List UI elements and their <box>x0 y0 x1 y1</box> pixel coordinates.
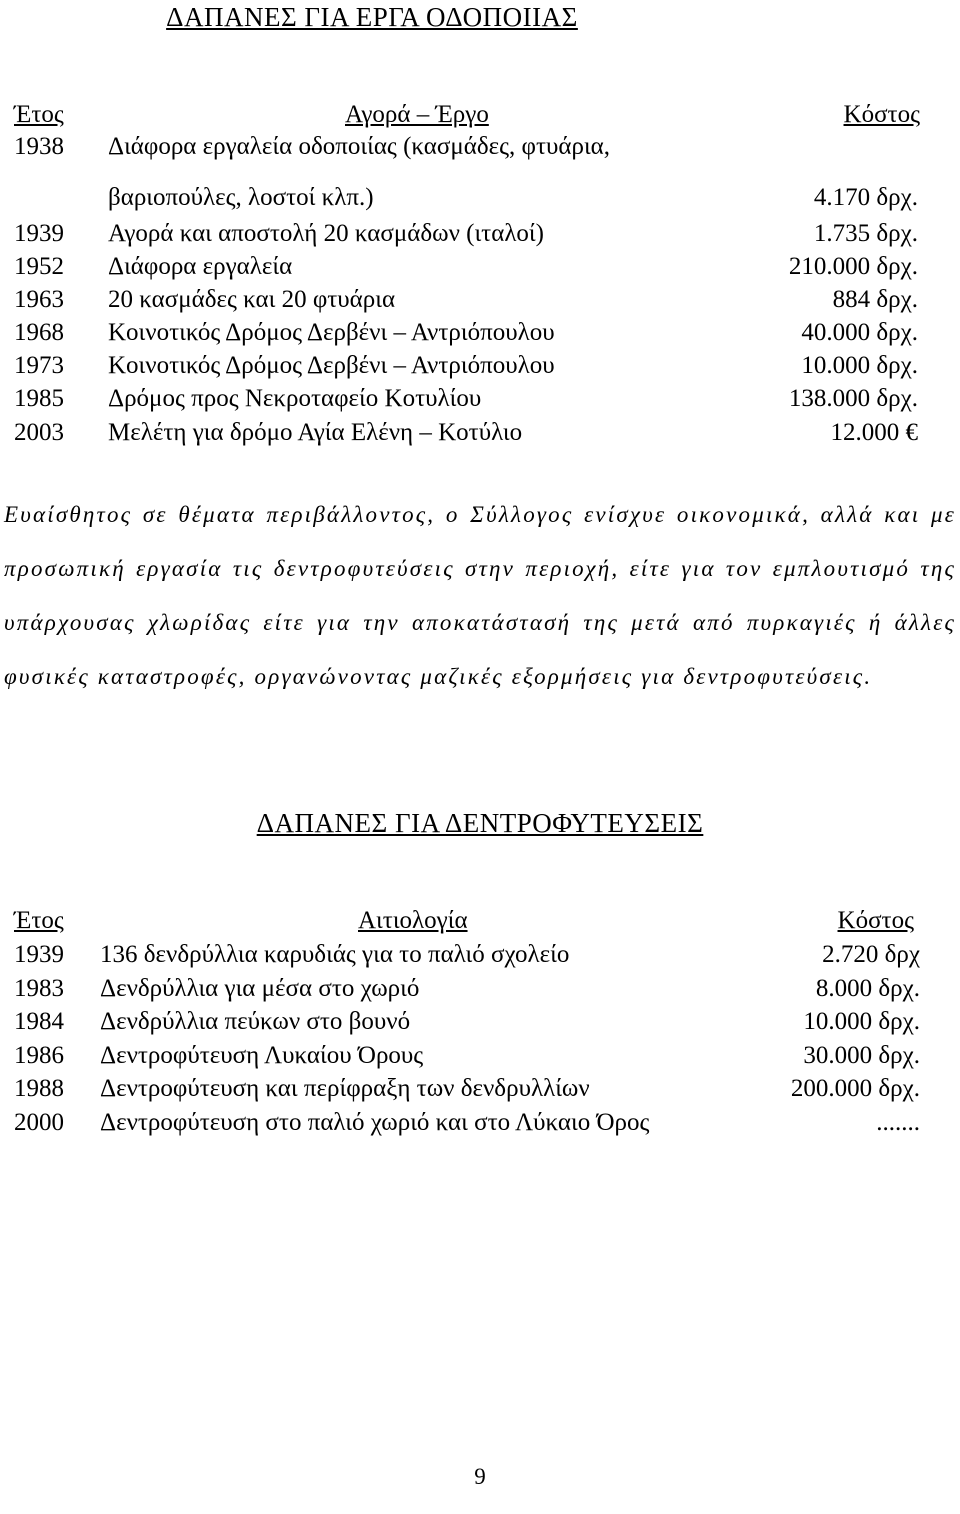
row-desc: Δεντροφύτευση και περίφραξη των δενδρυλλίων <box>100 1075 590 1102</box>
table-row <box>0 350 960 382</box>
roads-section-title: ΔΑΠΑΝΕΣ ΓΙΑ ΕΡΓΑ ΟΔΟΠΟΙΙΑΣ <box>166 2 578 32</box>
header-cost: Κόστος <box>843 101 920 128</box>
row-desc: Δενδρύλλια για μέσα στο χωριό <box>100 975 420 1002</box>
row-year: 1939 <box>14 941 64 968</box>
row-desc: Δρόμος προς Νεκροταφείο Κοτυλίου <box>108 385 482 412</box>
row-desc: Διάφορα εργαλεία οδοποιίας (κασμάδες, φτυάρια, <box>108 133 611 160</box>
row-cost: 138.000 δρχ. <box>788 385 918 412</box>
header-cost: Κόστος <box>837 907 914 934</box>
row-year: 1988 <box>14 1075 64 1102</box>
table-row <box>0 383 960 415</box>
row-year: 1973 <box>14 352 64 379</box>
row-year: 1963 <box>14 286 64 313</box>
table-row <box>0 1006 960 1038</box>
row-desc: Δεντροφύτευση στο παλιό χωριό και στο Λύκαιο Όρος <box>100 1109 650 1136</box>
row-desc: Δενδρύλλια πεύκων στο βουνό <box>100 1008 411 1035</box>
row-desc: βαριοπούλες, λοστοί κλπ.) <box>108 184 374 211</box>
row-desc: 136 δενδρύλλια καρυδιάς για το παλιό σχολείο <box>100 941 570 968</box>
trees-section-title: ΔΑΠΑΝΕΣ ΓΙΑ ΔΕΝΤΡΟΦΥΤΕΥΣΕΙΣ <box>256 808 704 838</box>
row-desc: Κοινοτικός Δρόμος Δερβένι – Αντριόπουλου <box>108 319 555 346</box>
row-year: 1983 <box>14 975 64 1002</box>
row-year: 1984 <box>14 1008 64 1035</box>
row-cost: 2.720 δρχ <box>822 941 920 968</box>
row-year: 1952 <box>14 253 64 280</box>
header-purchase-work: Αγορά – Έργο <box>345 101 489 128</box>
table-row <box>0 218 960 250</box>
header-year: Έτος <box>14 907 64 934</box>
table-row <box>0 182 960 214</box>
row-cost: 1.735 δρχ. <box>813 220 918 247</box>
table-row <box>0 973 960 1005</box>
row-cost: 884 δρχ. <box>832 286 918 313</box>
row-cost: 10.000 δρχ. <box>803 1008 920 1035</box>
row-year: 1985 <box>14 385 64 412</box>
row-cost: 210.000 δρχ. <box>788 253 918 280</box>
header-year: Έτος <box>14 101 64 128</box>
table-row <box>0 1040 960 1072</box>
row-cost: 200.000 δρχ. <box>790 1075 920 1102</box>
row-year: 1938 <box>14 133 64 160</box>
row-desc: Διάφορα εργαλεία <box>108 253 293 280</box>
table-row <box>0 939 960 971</box>
row-desc: Δεντροφύτευση Λυκαίου Όρους <box>100 1042 424 1069</box>
row-cost: ....... <box>876 1109 920 1136</box>
trees-table-header <box>0 905 960 937</box>
roads-table-header <box>0 99 960 131</box>
row-desc: 20 κασμάδες και 20 φτυάρια <box>108 286 396 313</box>
table-row <box>0 417 960 449</box>
row-desc: Κοινοτικός Δρόμος Δερβένι – Αντριόπουλου <box>108 352 555 379</box>
table-row <box>0 1107 960 1139</box>
row-year: 2000 <box>14 1109 64 1136</box>
row-desc: Αγορά και αποστολή 20 κασμάδων (ιταλοί) <box>108 220 544 247</box>
row-cost: 8.000 δρχ. <box>815 975 920 1002</box>
row-cost: 4.170 δρχ. <box>813 184 918 211</box>
row-year: 2003 <box>14 419 64 446</box>
table-row <box>0 1073 960 1105</box>
row-cost: 12.000 € <box>830 419 918 446</box>
table-row <box>0 131 960 163</box>
page-number: 9 <box>474 1464 486 1489</box>
table-row <box>0 251 960 283</box>
row-cost: 30.000 δρχ. <box>803 1042 920 1069</box>
table-row <box>0 317 960 349</box>
row-year: 1986 <box>14 1042 64 1069</box>
row-year: 1968 <box>14 319 64 346</box>
row-cost: 10.000 δρχ. <box>801 352 918 379</box>
header-reason: Αιτιολογία <box>358 907 468 934</box>
table-row <box>0 284 960 316</box>
row-cost: 40.000 δρχ. <box>801 319 918 346</box>
row-desc: Μελέτη για δρόμο Αγία Ελένη – Κοτύλιο <box>108 419 523 446</box>
body-paragraph: Ευαίσθητος σε θέματα περιβάλλοντος, ο Σύλλογος ενίσχυε οικονομικά, αλλά και με προσωπική εργασία τις δεντροφυτεύσεις στην περιοχή, είτε για τον εμπλουτισμό της υπάρχουσας χλωρίδας είτε για την αποκατάστασή της μετά από πυρκαγιές ή άλλες φυσικές καταστροφές, οργανώνοντας μαζικές εξορμήσεις για δεντροφυτεύσεις. <box>4 502 956 689</box>
row-year: 1939 <box>14 220 64 247</box>
